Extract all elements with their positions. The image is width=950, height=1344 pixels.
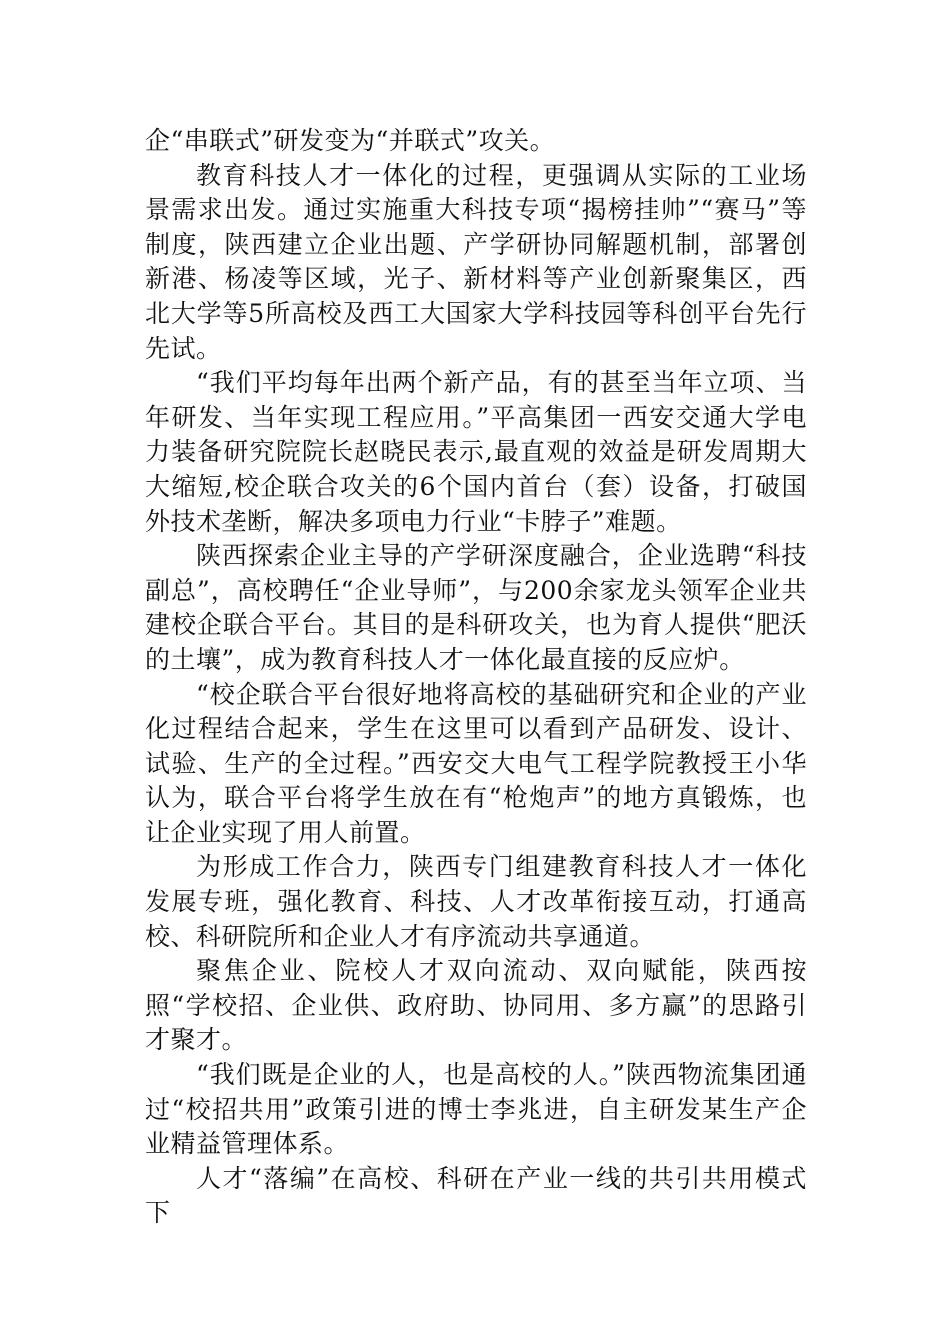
- paragraph-2: 教育科技人才一体化的过程，更强调从实际的工业场景需求出发。通过实施重大科技专项“揭榜挂帅”“赛马”等制度，陕西建立企业出题、产学研协同解题机制，部署创新港、杨凌等区域，光子、新材料等产业创新聚集区，西北大学等5所高校及西工大国家大学科技园等科创平台先行先试。: [145, 160, 807, 363]
- paragraph-5: “校企联合平台很好地将高校的基础研究和企业的产业化过程结合起来，学生在这里可以看到产品研发、设计、试验、生产的全过程。”西安交大电气工程学院教授王小华认为，联合平台将学生放在有“枪炮声”的地方真锻炼，也让企业实现了用人前置。: [145, 679, 807, 847]
- paragraph-4: 陕西探索企业主导的产学研深度融合，企业选聘“科技副总”，高校聘任“企业导师”，与200余家龙头领军企业共建校企联合平台。其目的是科研攻关，也为育人提供“肥沃的土壤”，成为教育科技人才一体化最直接的反应炉。: [145, 541, 807, 674]
- paragraph-8: “我们既是企业的人，也是高校的人。”陕西物流集团通过“校招共用”政策引进的博士李兆进，自主研发某生产企业精益管理体系。: [145, 1060, 807, 1159]
- paragraph-9: 人才“落编”在高校、科研在产业一线的共引共用模式下: [145, 1163, 807, 1228]
- paragraph-3: “我们平均每年出两个新产品，有的甚至当年立项、当年研发、当年实现工程应用。”平高集团一西安交通大学电力装备研究院院长赵晓民表示,最直观的效益是研发周期大大缩短,校企联合攻关的6个国内首台（套）设备，打破国外技术垄断，解决多项电力行业“卡脖子”难题。: [145, 368, 807, 536]
- document-body: [145, 124, 807, 1231]
- paragraph-7: 聚焦企业、院校人才双向流动、双向赋能，陕西按照“学校招、企业供、政府助、协同用、多方赢”的思路引才聚才。: [145, 956, 807, 1055]
- paragraph-6: 为形成工作合力，陕西专门组建教育科技人才一体化发展专班，强化教育、科技、人才改革衔接互动，打通高校、科研院所和企业人才有序流动共享通道。: [145, 852, 807, 951]
- paragraph-1: 企“串联式”研发变为“并联式”攻关。: [145, 126, 556, 155]
